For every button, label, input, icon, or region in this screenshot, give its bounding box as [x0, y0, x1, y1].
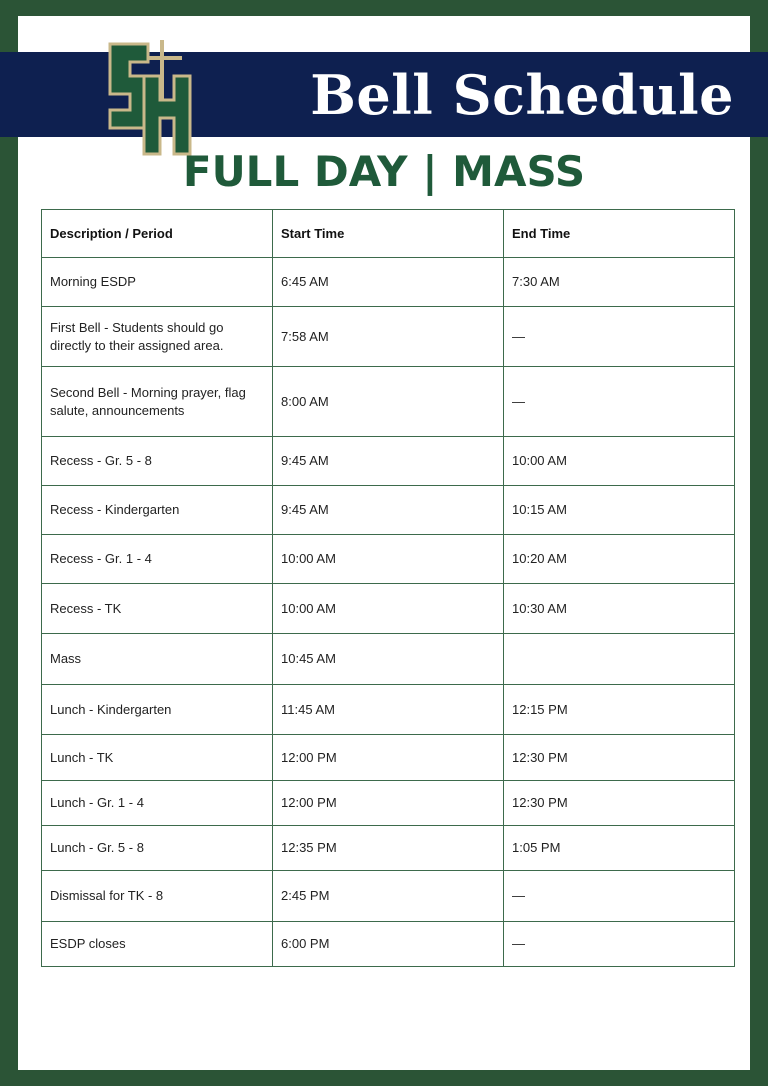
period-description: Lunch - Gr. 5 - 8: [42, 826, 273, 871]
period-description: Lunch - Kindergarten: [42, 685, 273, 735]
bell-schedule-table: [41, 209, 735, 967]
page-title: Bell Schedule: [310, 63, 734, 127]
table-row: [42, 367, 735, 437]
start-time: 9:45 AM: [273, 486, 504, 535]
start-time: 6:45 AM: [273, 258, 504, 307]
end-time: 12:15 PM: [504, 685, 735, 735]
end-time: 12:30 PM: [504, 735, 735, 781]
start-time: 10:45 AM: [273, 634, 504, 685]
period-description: Mass: [42, 634, 273, 685]
start-time: 10:00 AM: [273, 584, 504, 634]
table-row: [42, 584, 735, 634]
end-time: 10:20 AM: [504, 535, 735, 584]
end-time: 10:30 AM: [504, 584, 735, 634]
table-row: [42, 258, 735, 307]
start-time: 2:45 PM: [273, 871, 504, 922]
table-row: [42, 437, 735, 486]
period-description: Recess - Gr. 5 - 8: [42, 437, 273, 486]
end-time: [504, 634, 735, 685]
table-row: [42, 826, 735, 871]
start-time: 10:00 AM: [273, 535, 504, 584]
schedule-page: [18, 16, 750, 1070]
table-row: [42, 685, 735, 735]
schedule-subtitle: FULL DAY | MASS: [182, 147, 586, 196]
start-time: 12:00 PM: [273, 781, 504, 826]
period-description: ESDP closes: [42, 922, 273, 967]
start-time: 12:00 PM: [273, 735, 504, 781]
end-time: —: [504, 367, 735, 437]
start-time: 11:45 AM: [273, 685, 504, 735]
table-row: [42, 307, 735, 367]
end-time: 12:30 PM: [504, 781, 735, 826]
column-header-description: Description / Period: [42, 210, 273, 258]
start-time: 12:35 PM: [273, 826, 504, 871]
start-time: 9:45 AM: [273, 437, 504, 486]
table-row: [42, 781, 735, 826]
table-row: [42, 535, 735, 584]
table-row: [42, 486, 735, 535]
period-description: Recess - Kindergarten: [42, 486, 273, 535]
period-description: Morning ESDP: [42, 258, 273, 307]
end-time: 10:15 AM: [504, 486, 735, 535]
end-time: —: [504, 307, 735, 367]
start-time: 7:58 AM: [273, 307, 504, 367]
start-time: 6:00 PM: [273, 922, 504, 967]
table-row: [42, 634, 735, 685]
period-description: Recess - TK: [42, 584, 273, 634]
column-header-start-time: Start Time: [273, 210, 504, 258]
table-row: [42, 871, 735, 922]
end-time: 7:30 AM: [504, 258, 735, 307]
table-row: [42, 922, 735, 967]
table-header-row: [42, 210, 735, 258]
period-description: Recess - Gr. 1 - 4: [42, 535, 273, 584]
period-description: Dismissal for TK - 8: [42, 871, 273, 922]
end-time: 1:05 PM: [504, 826, 735, 871]
end-time: —: [504, 922, 735, 967]
period-description: Second Bell - Morning prayer, flag salute, announcements: [42, 367, 273, 437]
column-header-end-time: End Time: [504, 210, 735, 258]
period-description: Lunch - Gr. 1 - 4: [42, 781, 273, 826]
school-logo: [104, 36, 196, 156]
end-time: —: [504, 871, 735, 922]
start-time: 8:00 AM: [273, 367, 504, 437]
table-row: [42, 735, 735, 781]
end-time: 10:00 AM: [504, 437, 735, 486]
period-description: First Bell - Students should go directly to their assigned area.: [42, 307, 273, 367]
period-description: Lunch - TK: [42, 735, 273, 781]
